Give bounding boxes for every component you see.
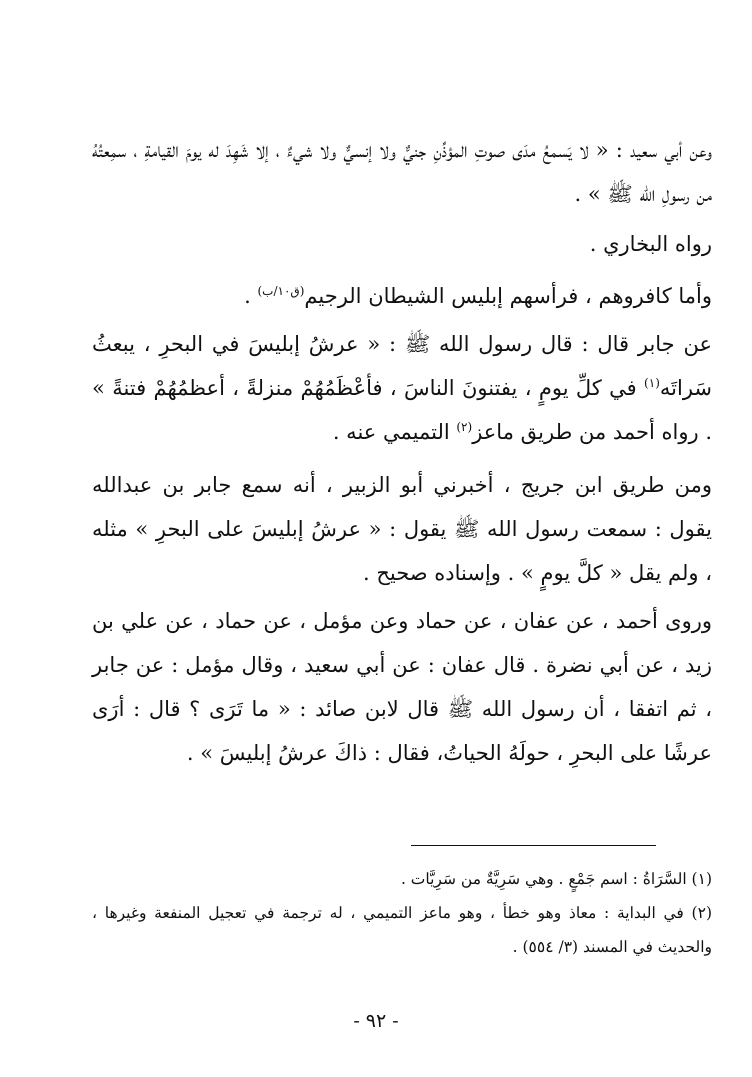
- paragraph-jabir-middle: في كلِّ يومٍ ، يفتنونَ الناسَ ، فأعْظَمُهُمْ منزلةً ، أعظمُهُمْ فتنةً » . رواه أحمد من طريق ماعز: [92, 376, 712, 444]
- paragraph-ibn-jurayj: ومن طريق ابن جريج ، أخبرني أبو الزبير ، أنه سمع جابر بن عبدالله يقول : سمعت رسول الله ﷺ يقول : « عرشُ إبليسَ على البحرِ » مثله ، ولم يقل « كلَّ يومٍ » . وإسناده صحيح .: [92, 473, 712, 585]
- footnote-ref-2: (٢): [456, 420, 473, 434]
- paragraph-jabir: [92, 322, 712, 454]
- paragraph-ahmad: وروى أحمد ، عن عفان ، عن حماد وعن مؤمل ، عن حماد ، عن علي بن زيد ، عن أبي نضرة . قال عفان : عن أبي سعيد ، وقال مؤمل : عن جابر ، ثم اتفقا ، أن رسول الله ﷺ قال لابن صائد : « ما تَرَى ؟ قال : أرَى عرشًا على البحرِ ، حولَهُ الحياتُ، فقال : ذاكَ عرشُ إبليسَ » .: [92, 609, 712, 765]
- footnote-separator: [411, 845, 656, 846]
- footnotes: [92, 862, 712, 964]
- paragraph-bukhari: رواه البخاري .: [589, 232, 712, 256]
- paragraph-kafiruhum-end: .: [244, 284, 258, 308]
- paragraph-kafiruhum-text: وأما كافروهم ، فرأسهم إبليس الشيطان الرجيم: [304, 284, 712, 308]
- manuscript-folio-ref: (ق١٠/ب): [257, 284, 305, 298]
- footnote-2: (٢) في البداية : معاذ وهو خطأ ، وهو ماعز التميمي ، له ترجمة في تعجيل المنفعة وغيرها ، والحديث في المسند (٣/ ٥٥٤) .: [92, 904, 712, 956]
- paragraph-kafiruhum: [92, 274, 712, 318]
- paragraph-jabir-end: التميمي عنه .: [332, 420, 457, 444]
- footnote-ref-1: (١): [644, 376, 660, 390]
- page-number: - ٩٢ -: [353, 1010, 399, 1032]
- footnote-1: (١) السَّرَاةُ : اسم جَمْعٍ . وهي سَرِيَّةٌ من سَرِيَّات .: [400, 870, 712, 888]
- paragraph-jabir-start: عن جابر قال : قال رسول الله ﷺ : « عرشُ إبليسَ في البحرِ ، يبعثُ سَراتَه: [92, 332, 712, 400]
- paragraph-abu-said: وعن أبي سعيد : « لا يَسمعُ مدَى صوتِ المؤذِّنِ جنيٌّ ولا إنسيٌّ ولا شيءٌ ، إلا شَهِدَ له يومَ القيامةِ ، سمِعتُهُ من رسولِ الله ﷺ » .: [92, 138, 713, 206]
